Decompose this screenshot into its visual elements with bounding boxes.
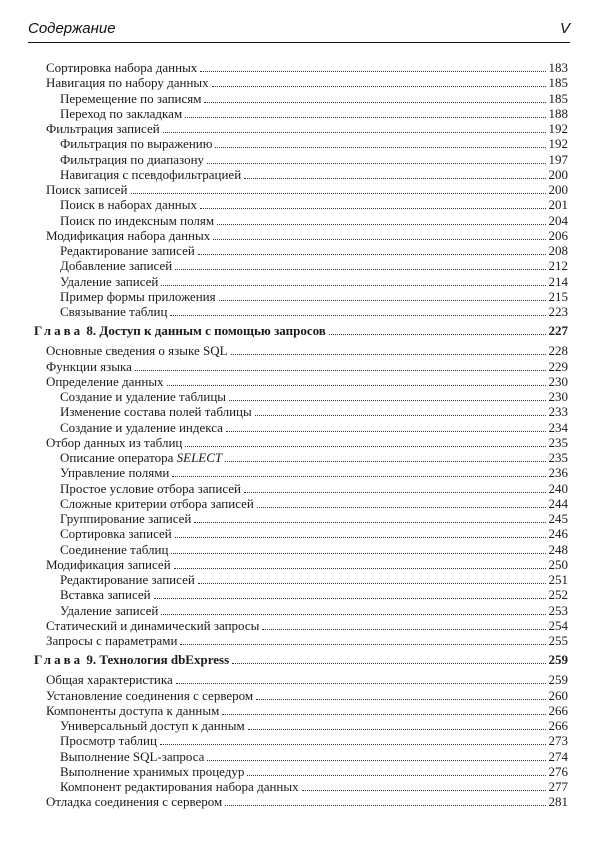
toc-entry-page: 248: [548, 541, 568, 557]
toc-entry-page: 255: [548, 633, 568, 648]
toc-entry-page: 183: [548, 60, 568, 75]
toc-entry-label: Изменение состава полей таблицы: [60, 404, 252, 420]
toc-entry[interactable]: [34, 106, 568, 121]
leader-dots: [248, 729, 546, 730]
toc-entry-page: 259: [548, 672, 568, 688]
leader-dots: [170, 315, 545, 316]
leader-dots: [198, 254, 546, 255]
toc-entry-page: 250: [548, 556, 568, 572]
toc-entry-label: Основные сведения о языке SQL: [46, 343, 228, 359]
toc-entry[interactable]: [34, 213, 568, 228]
leader-dots: [215, 147, 545, 148]
toc-entry-page: 233: [548, 404, 568, 420]
toc-entry[interactable]: [34, 618, 568, 633]
toc-entry-label: Просмотр таблиц: [60, 733, 157, 749]
toc-entry[interactable]: [34, 435, 568, 450]
leader-dots: [256, 699, 545, 700]
toc-entry-label: Редактирование записей: [60, 243, 195, 258]
leader-dots: [176, 683, 546, 684]
toc-entry-label: Фильтрация по диапазону: [60, 151, 205, 167]
toc-entry[interactable]: [34, 603, 568, 618]
toc-entry[interactable]: [34, 465, 568, 480]
header-page-number: V: [559, 20, 570, 37]
toc-entry-page: 276: [548, 763, 568, 779]
toc-entry-page: 229: [548, 358, 568, 374]
toc-entry-page: 277: [548, 779, 568, 794]
leader-dots: [244, 492, 546, 493]
toc-entry-label: Выполнение хранимых процедур: [60, 763, 245, 779]
toc-entry-page: 223: [548, 304, 568, 319]
chapter-prefix: Глава: [34, 652, 84, 668]
leader-dots: [200, 208, 546, 209]
leader-dots: [247, 775, 545, 776]
toc-entry[interactable]: [34, 718, 568, 733]
toc-entry-label: Отладка соединения с сервером: [46, 794, 223, 810]
toc-entry-label: Определение данных: [46, 373, 164, 389]
toc-entry-label: Выполнение SQL-запроса: [60, 748, 205, 764]
toc-entry[interactable]: [34, 672, 568, 687]
leader-dots: [185, 446, 545, 447]
toc-entry[interactable]: [34, 404, 568, 419]
toc-entry-label: Модификация набора данных: [46, 227, 211, 243]
chapter-prefix: Глава: [34, 323, 84, 339]
toc-entry[interactable]: [34, 167, 568, 182]
toc-entry[interactable]: [34, 733, 568, 748]
toc-entry-page: 208: [548, 243, 568, 258]
toc-entry[interactable]: [34, 197, 568, 212]
toc-entry-page: 197: [548, 151, 568, 167]
toc-entry-label: Перемещение по записям: [60, 90, 202, 106]
leader-dots: [131, 193, 546, 194]
leader-dots: [161, 614, 545, 615]
leader-dots: [163, 132, 546, 133]
toc-entry-label: Редактирование записей: [60, 572, 195, 587]
toc-entry-page: 244: [548, 495, 568, 511]
leader-dots: [212, 86, 546, 87]
leader-dots: [171, 553, 545, 554]
leader-dots: [185, 117, 545, 118]
toc-entry-page: 273: [548, 733, 568, 749]
toc-entry[interactable]: [34, 450, 568, 465]
toc-entry-page: 201: [548, 197, 568, 213]
toc-entry[interactable]: [34, 587, 568, 602]
toc-entry[interactable]: [34, 526, 568, 541]
leader-dots: [135, 370, 546, 371]
leader-dots: [172, 476, 545, 477]
toc-entry-page: 230: [548, 389, 568, 404]
toc-entry-page: 245: [548, 511, 568, 526]
toc-entry-page: 236: [548, 465, 568, 481]
toc-entry-label: Компонент редактирования набора данных: [60, 779, 299, 794]
toc-entry-page: 200: [548, 166, 568, 182]
toc-entry[interactable]: [34, 703, 568, 718]
toc-entry-label: [60, 450, 224, 466]
leader-dots: [180, 644, 545, 645]
toc-entry-label: Добавление записей: [60, 258, 173, 274]
toc-entry-label: Статический и динамический запросы: [46, 617, 260, 633]
toc-entry[interactable]: [34, 542, 568, 557]
toc-chapter-9[interactable]: [34, 652, 568, 668]
toc-entry-label: Сортировка записей: [60, 526, 172, 542]
leader-dots: [198, 583, 546, 584]
toc-entry[interactable]: [34, 243, 568, 258]
toc-entry-page: 281: [548, 794, 568, 810]
toc-entry-label: Установление соединения с сервером: [46, 687, 254, 703]
toc-entry-label: Модификация записей: [46, 556, 171, 572]
toc-entry-page: 204: [548, 212, 568, 228]
toc-entry-page: 274: [548, 748, 568, 764]
toc-entry[interactable]: [34, 481, 568, 496]
toc-entry-label: Общая характеристика: [46, 672, 173, 688]
toc-entry-page: 235: [548, 434, 568, 450]
toc-entry-page: 188: [548, 105, 568, 121]
toc-entry[interactable]: [34, 274, 568, 289]
leader-dots: [262, 629, 545, 630]
toc-entry[interactable]: [34, 75, 568, 90]
toc-entry-label: Навигация по набору данных: [46, 75, 209, 91]
toc-entry[interactable]: [34, 258, 568, 273]
toc-entry[interactable]: [34, 496, 568, 511]
toc-entry-label: Создание и удаление таблицы: [60, 389, 227, 404]
leader-dots: [194, 522, 545, 523]
chapter-title-text: 8. Доступ к данным с помощью запросов: [86, 323, 326, 339]
toc-entry-label: Соединение таблиц: [60, 541, 169, 557]
toc-chapter-8[interactable]: [34, 323, 568, 339]
leader-dots: [255, 415, 546, 416]
toc-entry[interactable]: [34, 779, 568, 794]
toc-entry[interactable]: [34, 289, 568, 304]
leader-dots: [225, 805, 545, 806]
leader-dots: [329, 334, 546, 335]
toc-entry[interactable]: [34, 420, 568, 435]
leader-dots: [204, 102, 545, 103]
table-of-contents: [34, 60, 568, 810]
leader-dots: [229, 400, 545, 401]
toc-entry[interactable]: [34, 60, 568, 75]
toc-entry-label-keyword: SELECT: [176, 450, 223, 465]
leader-dots: [244, 178, 545, 179]
leader-dots: [257, 507, 546, 508]
toc-entry-page: 251: [548, 572, 568, 587]
toc-entry[interactable]: [34, 389, 568, 404]
leader-dots: [207, 760, 545, 761]
toc-entry-label: Переход по закладкам: [60, 105, 183, 121]
toc-entry[interactable]: [34, 152, 568, 167]
leader-dots: [302, 790, 546, 791]
toc-entry-label: Функции языка: [46, 358, 132, 374]
toc-entry-page: 192: [548, 121, 568, 136]
toc-entry[interactable]: [34, 633, 568, 648]
toc-entry-page: 259: [548, 652, 568, 668]
chapter-title-text: 9. Технология dbExpress: [86, 652, 230, 668]
leader-dots: [161, 285, 545, 286]
toc-entry-page: 234: [548, 419, 568, 435]
toc-entry[interactable]: [34, 794, 568, 809]
toc-entry-page: 260: [548, 687, 568, 703]
toc-entry[interactable]: [34, 304, 568, 319]
toc-entry-label: Отбор данных из таблиц: [46, 434, 183, 450]
toc-entry[interactable]: [34, 749, 568, 764]
toc-entry-page: 214: [548, 273, 568, 289]
toc-entry[interactable]: [34, 91, 568, 106]
toc-entry[interactable]: [34, 688, 568, 703]
toc-entry-label: Поиск по индексным полям: [60, 212, 215, 228]
toc-entry[interactable]: [34, 182, 568, 197]
leader-dots: [200, 71, 545, 72]
toc-entry-label: Поиск в наборах данных: [60, 197, 197, 213]
toc-entry-page: 246: [548, 526, 568, 542]
leader-dots: [167, 385, 546, 386]
toc-entry-page: 253: [548, 602, 568, 618]
running-header: [28, 12, 570, 43]
toc-entry-label: Удаление записей: [60, 273, 159, 289]
toc-entry-label: Навигация с псевдофильтрацией: [60, 166, 242, 182]
toc-entry-page: 200: [548, 182, 568, 197]
toc-entry-label-text: Описание оператора: [60, 450, 177, 465]
leader-dots: [154, 598, 546, 599]
leader-dots: [222, 714, 545, 715]
chapter-title: [34, 652, 231, 668]
toc-entry-page: 235: [548, 450, 568, 465]
toc-entry-page: 266: [548, 702, 568, 718]
leader-dots: [219, 300, 546, 301]
toc-entry-label: Простое условие отбора записей: [60, 480, 241, 496]
toc-entry[interactable]: [34, 228, 568, 243]
toc-entry-label: Универсальный доступ к данным: [60, 718, 245, 733]
leader-dots: [160, 744, 546, 745]
toc-entry[interactable]: [34, 764, 568, 779]
toc-entry-page: 185: [548, 75, 568, 91]
toc-entry-label: Связывание таблиц: [60, 304, 168, 319]
toc-entry-label: Группирование записей: [60, 511, 192, 526]
toc-entry-page: 192: [548, 136, 568, 152]
leader-dots: [175, 269, 545, 270]
toc-entry[interactable]: [34, 136, 568, 151]
toc-entry-label: Вставка записей: [60, 587, 151, 603]
toc-entry[interactable]: [34, 121, 568, 136]
toc-entry-page: 185: [548, 90, 568, 106]
toc-entry-page: 228: [548, 343, 568, 359]
leader-dots: [175, 537, 546, 538]
toc-entry-page: 227: [548, 323, 568, 339]
leader-dots: [232, 663, 545, 664]
toc-entry[interactable]: [34, 511, 568, 526]
leader-dots: [217, 224, 545, 225]
toc-entry[interactable]: [34, 359, 568, 374]
leader-dots: [174, 568, 546, 569]
toc-entry-label: Компоненты доступа к данным: [46, 702, 220, 718]
toc-entry[interactable]: [34, 343, 568, 358]
toc-entry-label: Удаление записей: [60, 602, 159, 618]
toc-entry-label: Создание и удаление индекса: [60, 419, 223, 435]
toc-entry-page: 252: [548, 587, 568, 603]
toc-entry-page: 266: [548, 718, 568, 733]
toc-entry-page: 212: [548, 258, 568, 274]
header-title: Содержание: [28, 20, 116, 37]
toc-entry-page: 254: [548, 617, 568, 633]
toc-entry-page: 240: [548, 480, 568, 496]
toc-entry[interactable]: [34, 374, 568, 389]
toc-entry-page: 206: [548, 227, 568, 243]
leader-dots: [225, 461, 545, 462]
chapter-title: [34, 323, 328, 339]
toc-entry-label: Фильтрация записей: [46, 121, 160, 136]
toc-entry-label: Сложные критерии отбора записей: [60, 495, 254, 511]
leader-dots: [231, 354, 546, 355]
leader-dots: [207, 163, 545, 164]
leader-dots: [213, 239, 545, 240]
toc-entry-label: Поиск записей: [46, 182, 128, 197]
leader-dots: [226, 431, 546, 432]
toc-entry-page: 215: [548, 288, 568, 304]
toc-entry-label: Сортировка набора данных: [46, 60, 198, 75]
toc-entry-label: Фильтрация по выражению: [60, 136, 213, 152]
toc-entry-label: Управление полями: [60, 465, 170, 481]
toc-entry-label: Запросы с параметрами: [46, 633, 178, 648]
toc-entry-page: 230: [548, 373, 568, 389]
toc-entry[interactable]: [34, 572, 568, 587]
toc-entry[interactable]: [34, 557, 568, 572]
toc-entry-label: Пример формы приложения: [60, 288, 216, 304]
